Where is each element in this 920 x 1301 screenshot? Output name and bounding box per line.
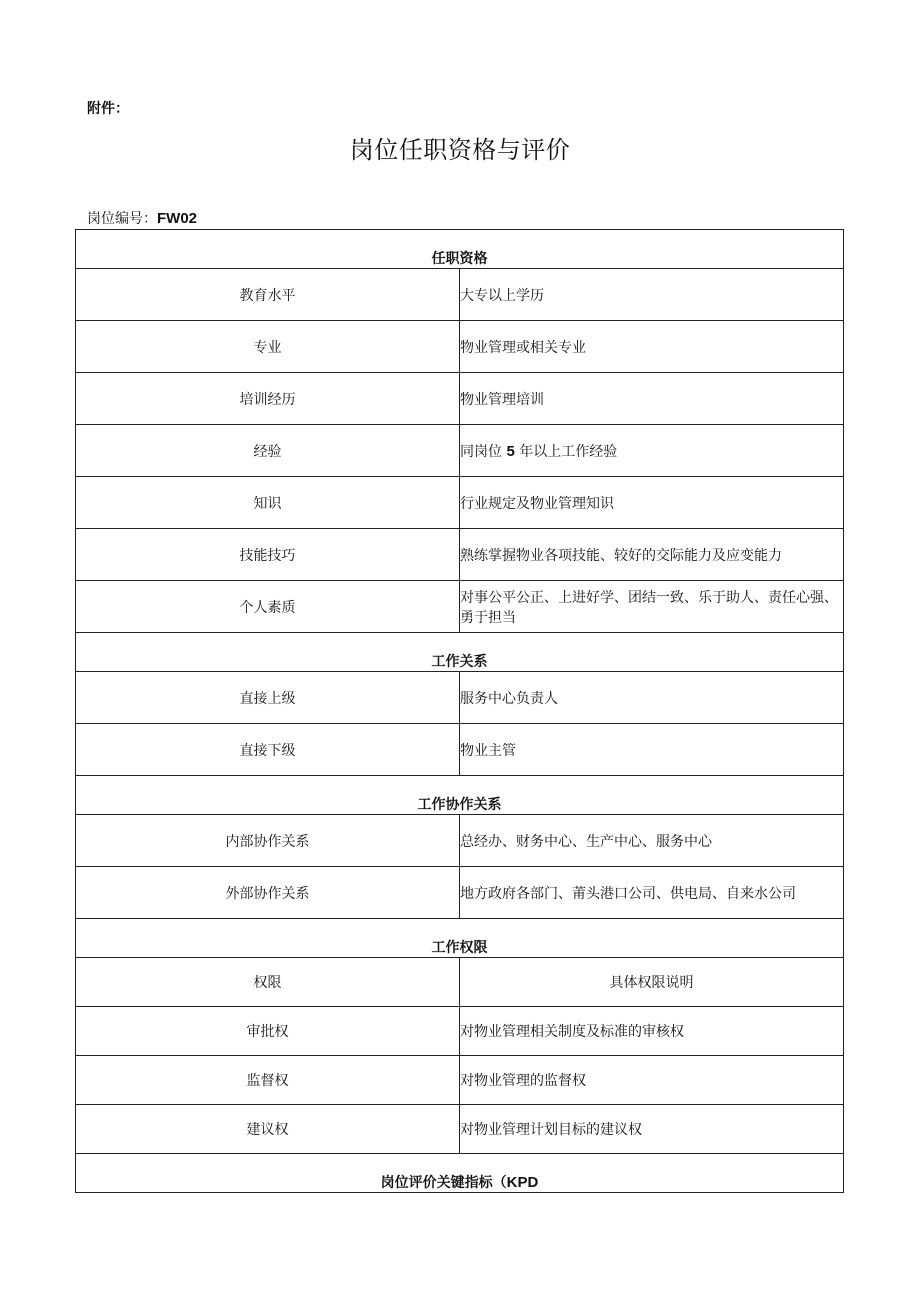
column-header-description: 具体权限说明 [460, 958, 844, 1007]
experience-years: 5 [506, 442, 515, 460]
row-label: 审批权 [76, 1007, 460, 1056]
position-code [87, 208, 197, 228]
row-value: 熟练掌握物业各项技能、较好的交际能力及应变能力 [460, 529, 844, 581]
row-value: 物业管理或相关专业 [460, 321, 844, 373]
row-label: 监督权 [76, 1056, 460, 1105]
table-row [76, 1056, 844, 1105]
experience-suffix: 年以上工作经验 [519, 443, 618, 460]
row-value: 总经办、财务中心、生产中心、服务中心 [460, 815, 844, 867]
row-value: 地方政府各部门、莆头港口公司、供电局、自来水公司 [460, 867, 844, 919]
position-code-label: 岗位编号： [87, 211, 157, 227]
section-heading-collaboration: 工作协作关系 [76, 776, 844, 815]
column-header-authority: 权限 [76, 958, 460, 1007]
table-row [76, 1007, 844, 1056]
attachment-label: 附件： [87, 101, 129, 117]
row-value: 行业规定及物业管理知识 [460, 477, 844, 529]
row-value: 服务中心负责人 [460, 672, 844, 724]
table-row [76, 425, 844, 477]
row-label: 培训经历 [76, 373, 460, 425]
table-row [76, 1105, 844, 1154]
section-heading-kpi [76, 1154, 844, 1193]
table-row [76, 321, 844, 373]
section-heading-authority: 工作权限 [76, 919, 844, 958]
row-value: 物业管理培训 [460, 373, 844, 425]
section-heading-qualifications: 任职资格 [76, 230, 844, 269]
row-label: 技能技巧 [76, 529, 460, 581]
row-value: 对物业管理的监督权 [460, 1056, 844, 1105]
row-label: 直接上级 [76, 672, 460, 724]
row-label: 教育水平 [76, 269, 460, 321]
table-row [76, 672, 844, 724]
row-label: 外部协作关系 [76, 867, 460, 919]
position-table [75, 229, 844, 1193]
row-value [460, 425, 844, 477]
position-code-value: FW02 [157, 210, 198, 227]
table-row [76, 724, 844, 776]
row-value: 对物业管理计划目标的建议权 [460, 1105, 844, 1154]
section-heading-work-relations: 工作关系 [76, 633, 844, 672]
table-row [76, 867, 844, 919]
table-row [76, 815, 844, 867]
table-row [76, 373, 844, 425]
section-row-qualifications [76, 230, 844, 269]
row-value: 对物业管理相关制度及标准的审核权 [460, 1007, 844, 1056]
table-row [76, 477, 844, 529]
row-label: 建议权 [76, 1105, 460, 1154]
row-label: 经验 [76, 425, 460, 477]
section-row-collaboration [76, 776, 844, 815]
table-header-row [76, 958, 844, 1007]
table-row [76, 269, 844, 321]
row-label: 个人素质 [76, 581, 460, 633]
row-value: 对事公平公正、上进好学、团结一致、乐于助人、责任心强、勇于担当 [460, 581, 844, 633]
section-row-work-relations [76, 633, 844, 672]
row-label: 直接下级 [76, 724, 460, 776]
table-row [76, 529, 844, 581]
section-row-kpi [76, 1154, 844, 1193]
row-value: 物业主管 [460, 724, 844, 776]
kpi-heading-prefix: 岗位评价关键指标（ [380, 1175, 507, 1191]
row-label: 知识 [76, 477, 460, 529]
kpi-heading-code: KPD [506, 1174, 539, 1191]
table-row [76, 581, 844, 633]
section-row-authority [76, 919, 844, 958]
document-title: 岗位任职资格与评价 [349, 136, 571, 164]
experience-prefix: 同岗位 [460, 443, 502, 460]
row-value: 大专以上学历 [460, 269, 844, 321]
row-label: 专业 [76, 321, 460, 373]
row-label: 内部协作关系 [76, 815, 460, 867]
